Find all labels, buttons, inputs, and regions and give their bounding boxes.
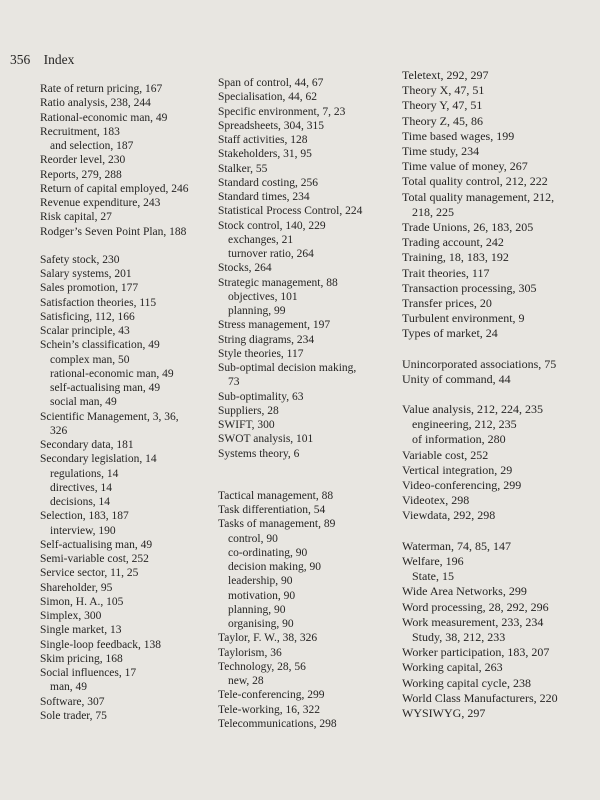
index-entry: Time study, 234 — [402, 144, 480, 159]
index-entry: Service sector, 11, 25 — [40, 567, 139, 580]
index-entry: Single-loop feedback, 138 — [40, 638, 162, 651]
index-entry: Satisficing, 112, 166 — [40, 310, 135, 323]
index-entry: Shareholder, 95 — [40, 581, 113, 594]
index-entry: Transaction processing, 305 — [402, 280, 537, 295]
index-entry: Tactical management, 88 — [218, 489, 334, 502]
index-entry: Trait theories, 117 — [402, 265, 490, 280]
letter-gap — [402, 387, 592, 402]
index-entry: Reports, 279, 288 — [40, 168, 122, 181]
index-entry: Specific environment, 7, 23 — [218, 105, 346, 118]
index-subentry: social man, 49 — [50, 396, 117, 409]
index-entry: Transfer prices, 20 — [402, 296, 492, 311]
index-entry: Semi-variable cost, 252 — [40, 553, 149, 565]
index-entry-continuation: 218, 225 — [412, 204, 454, 219]
index-subentry: self-actualising man, 49 — [50, 382, 161, 394]
index-entry: Revenue expenditure, 243 — [40, 197, 161, 209]
index-subentry: interview, 190 — [50, 524, 116, 537]
index-entry: Secondary data, 181 — [40, 439, 134, 451]
index-subentry: directives, 14 — [50, 481, 112, 494]
letter-gap — [402, 342, 592, 357]
index-entry: Return of capital employed, 246 — [40, 182, 189, 195]
index-subentry: planning, 90 — [228, 603, 286, 616]
index-column-2 — [218, 76, 388, 731]
index-entry: Schein’s classification, 49 — [40, 339, 160, 352]
index-entry: Working capital, 263 — [402, 660, 503, 675]
index-subentry: organising, 90 — [228, 618, 294, 630]
index-subentry: new, 28 — [228, 675, 264, 687]
index-subentry: control, 90 — [228, 532, 278, 545]
index-entry: Safety stock, 230 — [40, 253, 120, 266]
index-entry: Trade Unions, 26, 183, 205 — [402, 220, 534, 235]
page-title: Index — [43, 52, 75, 67]
page-number: 356 — [10, 52, 31, 67]
index-entry: Taylorism, 36 — [218, 646, 282, 659]
index-entry: Word processing, 28, 292, 296 — [402, 599, 549, 614]
index-entry: Stalker, 55 — [218, 162, 268, 175]
index-entry: Statistical Process Control, 224 — [218, 205, 363, 218]
index-entry: Theory X, 47, 51 — [402, 83, 485, 98]
index-entry: Rate of return pricing, 167 — [40, 83, 163, 95]
index-entry: Vertical integration, 29 — [402, 462, 513, 477]
index-entry-continuation: 73 — [228, 376, 240, 389]
index-entry: Welfare, 196 — [402, 553, 464, 568]
index-entry: Task differentiation, 54 — [218, 504, 326, 516]
index-subentry: engineering, 212, 235 — [412, 417, 517, 432]
index-entry: Unincorporated associations, 75 — [402, 356, 557, 371]
index-entry: Types of market, 24 — [402, 326, 498, 341]
index-entry: Video-conferencing, 299 — [402, 478, 522, 493]
index-entry: Simplex, 300 — [40, 610, 102, 622]
index-entry: WYSIWYG, 297 — [402, 705, 486, 720]
page-header — [10, 52, 74, 68]
letter-gap — [40, 239, 210, 253]
index-entry: Style theories, 117 — [218, 347, 304, 360]
index-subentry: of information, 280 — [412, 432, 506, 447]
index-entry: Sole trader, 75 — [40, 709, 107, 722]
index-entry: Specialisation, 44, 62 — [218, 91, 318, 104]
index-subentry: objectives, 101 — [228, 290, 298, 303]
index-entry: Single market, 13 — [40, 624, 122, 637]
index-entry: Total quality management, 212, — [402, 189, 555, 204]
letter-gap — [402, 524, 592, 539]
index-entry: Videotex, 298 — [402, 493, 470, 508]
index-subentry: co-ordinating, 90 — [228, 546, 308, 559]
index-entry: Satisfaction theories, 115 — [40, 296, 157, 309]
index-entry: Sales promotion, 177 — [40, 282, 139, 295]
index-entry: SWOT analysis, 101 — [218, 433, 314, 446]
index-subentry: rational-economic man, 49 — [50, 367, 174, 380]
index-subentry: turnover ratio, 264 — [228, 248, 314, 260]
index-entry: Theory Z, 45, 86 — [402, 113, 483, 128]
index-entry: Software, 307 — [40, 695, 105, 708]
index-entry: SWIFT, 300 — [218, 419, 275, 431]
index-entry: Variable cost, 252 — [402, 447, 489, 462]
index-subentry: leadership, 90 — [228, 575, 293, 588]
index-entry: Training, 18, 183, 192 — [402, 250, 509, 265]
index-entry: Rodger’s Seven Point Plan, 188 — [40, 225, 187, 238]
index-entry: Stocks, 264 — [218, 262, 272, 275]
index-subentry: State, 15 — [412, 569, 454, 584]
index-entry: Unity of command, 44 — [402, 371, 511, 386]
index-entry: Viewdata, 292, 298 — [402, 508, 496, 523]
index-entry: Sub-optimality, 63 — [218, 390, 304, 403]
index-entry: Scalar principle, 43 — [40, 325, 130, 337]
index-entry: Reorder level, 230 — [40, 154, 126, 167]
index-entry: Secondary legislation, 14 — [40, 453, 157, 466]
index-entry: Spreadsheets, 304, 315 — [218, 119, 325, 132]
index-entry: Time based wages, 199 — [402, 128, 515, 143]
index-entry: Waterman, 74, 85, 147 — [402, 538, 512, 553]
index-entry: Tele-working, 16, 322 — [218, 703, 321, 716]
index-entry: String diagrams, 234 — [218, 333, 315, 346]
index-subentry: complex man, 50 — [50, 353, 130, 366]
index-entry: Value analysis, 212, 224, 235 — [402, 402, 543, 417]
index-entry: Taylor, F. W., 38, 326 — [218, 632, 318, 645]
index-subentry: Study, 38, 212, 233 — [412, 629, 506, 644]
index-entry-continuation: 326 — [50, 424, 68, 437]
index-entry: Scientific Management, 3, 36, — [40, 410, 179, 423]
index-entry: Simon, H. A., 105 — [40, 595, 124, 608]
letter-gap — [218, 475, 388, 489]
index-entry: Working capital cycle, 238 — [402, 675, 531, 690]
index-entry: Risk capital, 27 — [40, 211, 112, 224]
index-subentry: decision making, 90 — [228, 561, 321, 573]
index-entry: Technology, 28, 56 — [218, 660, 306, 673]
index-subentry: decisions, 14 — [50, 496, 111, 508]
letter-gap — [218, 461, 388, 475]
index-entry: Standard costing, 256 — [218, 176, 318, 189]
index-entry: Wide Area Networks, 299 — [402, 584, 527, 599]
index-column-1 — [40, 82, 210, 723]
index-entry: Self-actualising man, 49 — [40, 538, 153, 551]
index-entry: Standard times, 234 — [218, 191, 310, 203]
index-subentry: and selection, 187 — [50, 140, 134, 152]
index-entry: Rational-economic man, 49 — [40, 111, 168, 124]
index-entry: Total quality control, 212, 222 — [402, 174, 548, 189]
index-entry: Salary systems, 201 — [40, 268, 132, 280]
index-entry: Suppliers, 28 — [218, 404, 279, 417]
index-entry: Stock control, 140, 229 — [218, 219, 326, 232]
index-entry: Trading account, 242 — [402, 235, 504, 250]
index-entry: Ratio analysis, 238, 244 — [40, 97, 151, 110]
index-subentry: man, 49 — [50, 681, 88, 694]
index-entry: Turbulent environment, 9 — [402, 311, 525, 326]
index-column-3 — [402, 68, 592, 721]
index-entry: Tele-conferencing, 299 — [218, 689, 325, 702]
index-entry: Stress management, 197 — [218, 319, 331, 332]
index-entry: Time value of money, 267 — [402, 159, 528, 174]
index-entry: Span of control, 44, 67 — [218, 77, 324, 89]
index-entry: World Class Manufacturers, 220 — [402, 690, 558, 705]
index-entry: Tasks of management, 89 — [218, 518, 336, 531]
index-entry: Work measurement, 233, 234 — [402, 614, 544, 629]
index-entry: Teletext, 292, 297 — [402, 68, 489, 82]
index-subentry: regulations, 14 — [50, 467, 119, 480]
index-subentry: motivation, 90 — [228, 589, 296, 602]
index-entry: Strategic management, 88 — [218, 276, 338, 289]
index-entry: Staff activities, 128 — [218, 134, 308, 146]
index-subentry: planning, 99 — [228, 305, 286, 317]
index-entry: Selection, 183, 187 — [40, 510, 129, 523]
index-subentry: exchanges, 21 — [228, 233, 294, 246]
index-entry: Sub-optimal decision making, — [218, 362, 357, 374]
index-entry: Theory Y, 47, 51 — [402, 98, 483, 113]
index-entry: Social influences, 17 — [40, 667, 137, 679]
index-entry: Systems theory, 6 — [218, 447, 300, 460]
index-entry: Skim pricing, 168 — [40, 652, 123, 665]
index-entry: Worker participation, 183, 207 — [402, 645, 550, 660]
index-entry: Telecommunications, 298 — [218, 717, 337, 730]
index-entry: Stakeholders, 31, 95 — [218, 148, 312, 161]
index-entry: Recruitment, 183 — [40, 125, 120, 138]
